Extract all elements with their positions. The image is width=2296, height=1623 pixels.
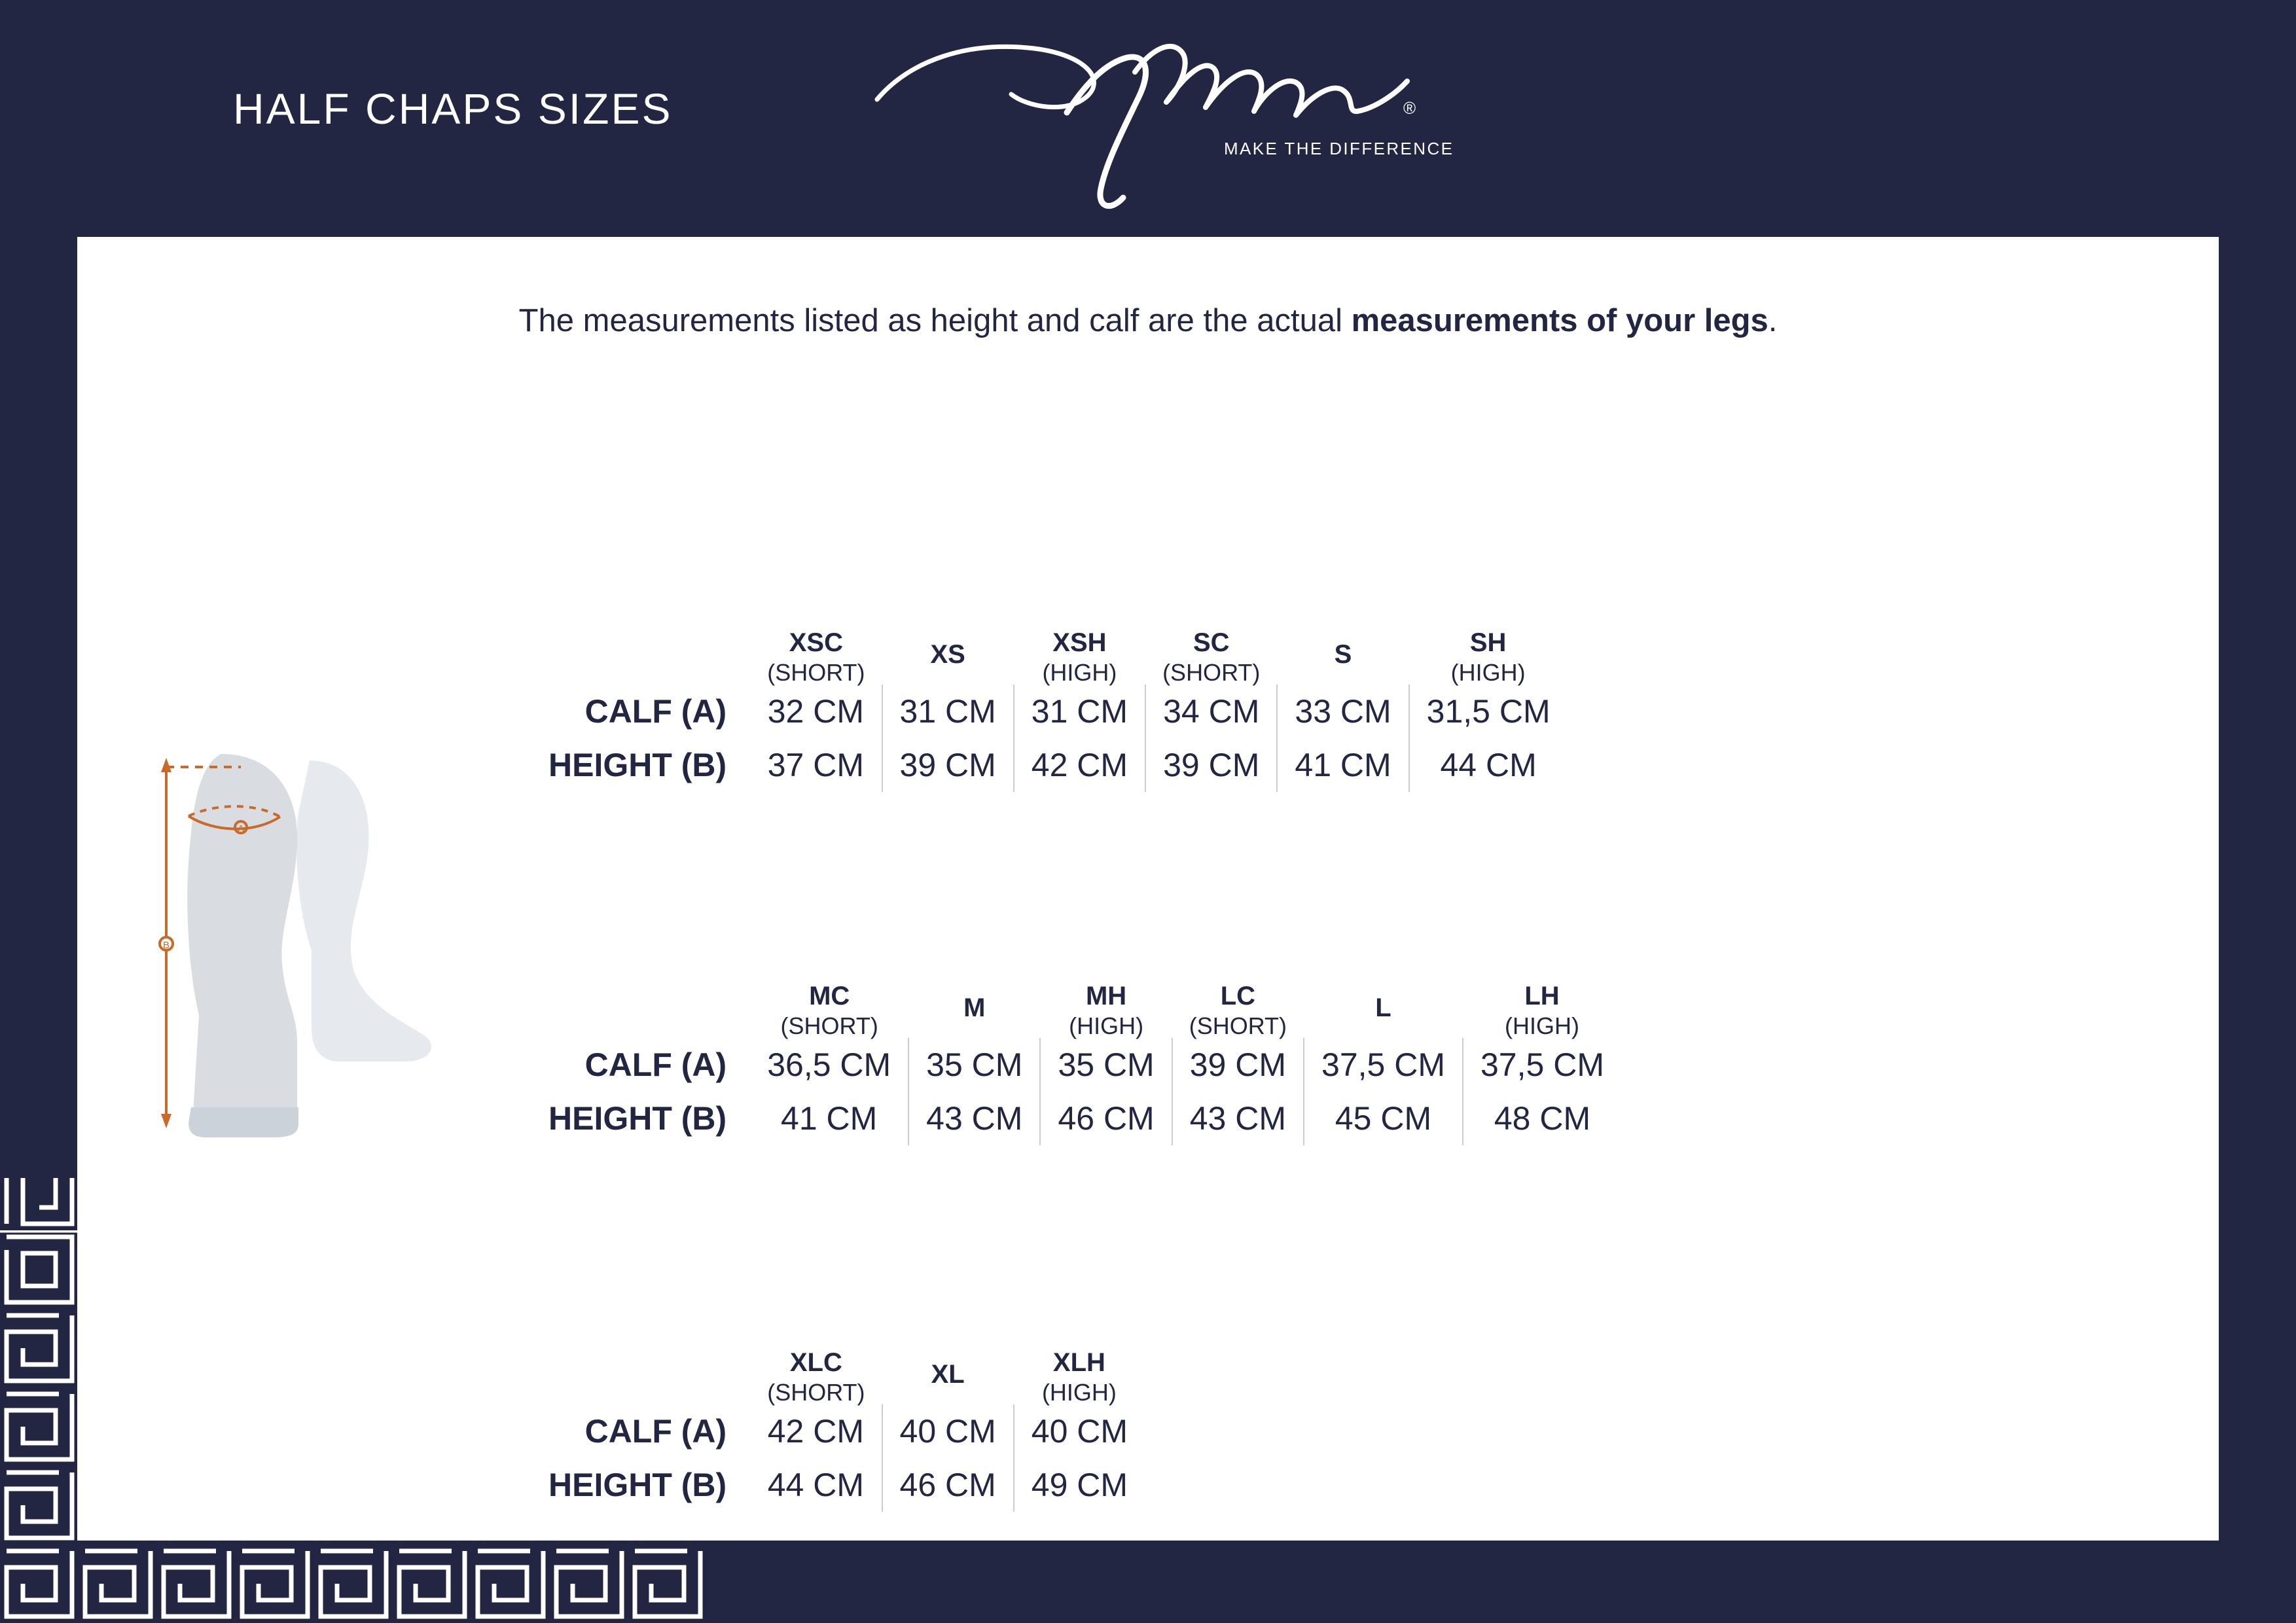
table-header-row <box>548 630 1568 685</box>
size-sub: (HIGH) <box>1069 1012 1144 1039</box>
row-label-calf: CALF (A) <box>584 1046 727 1083</box>
calf-label-a: A <box>237 823 245 834</box>
table-row-calf <box>548 685 1568 738</box>
header-spacer <box>548 983 750 1038</box>
size-sub: (HIGH) <box>1504 1012 1579 1039</box>
size-header-xsh <box>1014 630 1145 685</box>
size-sub: (SHORT) <box>767 659 865 686</box>
row-label-height: HEIGHT (B) <box>548 747 727 783</box>
page-header <box>0 0 2296 230</box>
height-value: 44 CM <box>767 1467 864 1503</box>
row-label-calf: CALF (A) <box>584 1413 727 1450</box>
header-spacer <box>548 1349 750 1404</box>
size-code: XL <box>931 1360 965 1389</box>
height-value: 46 CM <box>882 1458 1014 1512</box>
height-value: 48 CM <box>1463 1092 1621 1145</box>
size-header-xs <box>882 630 1014 685</box>
size-header-mh <box>1040 983 1172 1038</box>
table-row-height <box>548 1458 1145 1512</box>
height-value: 41 CM <box>1277 738 1408 792</box>
table-header-row <box>548 983 1621 1038</box>
page-title: HALF CHAPS SIZES <box>233 84 673 133</box>
table-row-calf <box>548 1404 1145 1458</box>
size-header-xl <box>882 1349 1014 1404</box>
calf-value: 37,5 CM <box>1304 1038 1463 1092</box>
size-code: L <box>1375 993 1391 1022</box>
height-value: 49 CM <box>1014 1458 1145 1512</box>
size-header-m <box>908 983 1040 1038</box>
table-row-height <box>548 1092 1621 1145</box>
size-header-lh <box>1463 983 1621 1038</box>
size-code: LH <box>1524 982 1560 1010</box>
size-header-xlc <box>750 1349 882 1404</box>
brand-logo <box>870 34 1460 211</box>
intro-suffix: . <box>1768 303 1778 338</box>
size-code: XLH <box>1052 1348 1105 1377</box>
height-value: 41 CM <box>781 1100 878 1137</box>
size-sub: (SHORT) <box>1189 1012 1287 1039</box>
size-table-2 <box>548 983 1621 1145</box>
table-row-height <box>548 738 1568 792</box>
intro-prefix: The measurements listed as height and calf are the actual <box>518 303 1352 338</box>
height-value: 42 CM <box>1014 738 1145 792</box>
size-table-group-1 <box>548 630 1568 792</box>
calf-value: 33 CM <box>1277 685 1408 738</box>
calf-value: 39 CM <box>1172 1038 1304 1092</box>
size-code: SH <box>1469 628 1507 657</box>
size-sub: (SHORT) <box>767 1379 865 1406</box>
size-code: S <box>1334 640 1352 669</box>
table-header-row <box>548 1349 1145 1404</box>
calf-value: 34 CM <box>1145 685 1277 738</box>
size-header-xsc <box>750 630 882 685</box>
calf-value: 36,5 CM <box>767 1046 891 1083</box>
calf-value: 40 CM <box>1014 1404 1145 1458</box>
content-card <box>77 237 2219 1541</box>
size-code: XSH <box>1052 628 1107 657</box>
size-sub: (HIGH) <box>1042 659 1117 686</box>
size-sub: (HIGH) <box>1450 659 1526 686</box>
height-value: 43 CM <box>1172 1092 1304 1145</box>
calf-value: 42 CM <box>767 1413 864 1450</box>
size-sub: (SHORT) <box>780 1012 878 1039</box>
calf-value: 35 CM <box>1040 1038 1172 1092</box>
size-code: MC <box>809 982 850 1010</box>
brand-tagline: MAKE THE DIFFERENCE <box>1224 139 1454 158</box>
size-code: XLC <box>789 1348 842 1377</box>
height-value: 37 CM <box>767 747 864 783</box>
height-value: 43 CM <box>908 1092 1040 1145</box>
size-code: SC <box>1193 628 1230 657</box>
intro-text <box>77 302 2219 339</box>
size-sub: (SHORT) <box>1162 659 1261 686</box>
calf-value: 35 CM <box>908 1038 1040 1092</box>
height-value: 44 CM <box>1409 738 1568 792</box>
height-value: 45 CM <box>1304 1092 1463 1145</box>
size-header-mc <box>750 983 908 1038</box>
leg-measurement-illustration <box>143 754 562 1212</box>
height-value: 39 CM <box>1145 738 1277 792</box>
size-table-group-2 <box>548 983 1621 1145</box>
table-row-calf <box>548 1038 1621 1092</box>
registered-trademark-icon: ® <box>1403 98 1416 118</box>
height-value: 39 CM <box>882 738 1014 792</box>
size-code: M <box>963 993 986 1022</box>
size-code: XS <box>930 640 965 669</box>
size-code: XSC <box>789 628 843 657</box>
calf-value: 32 CM <box>767 693 864 730</box>
height-label-b: B <box>162 940 170 951</box>
row-label-calf: CALF (A) <box>584 693 727 730</box>
calf-value: 37,5 CM <box>1463 1038 1621 1092</box>
calf-value: 31 CM <box>882 685 1014 738</box>
size-header-l <box>1304 983 1463 1038</box>
size-code: LC <box>1220 982 1256 1010</box>
size-header-sc <box>1145 630 1277 685</box>
height-value: 46 CM <box>1040 1092 1172 1145</box>
size-table-3 <box>548 1349 1145 1512</box>
header-spacer <box>548 630 750 685</box>
calf-value: 40 CM <box>882 1404 1014 1458</box>
size-header-xlh <box>1014 1349 1145 1404</box>
size-table-group-3 <box>548 1349 1145 1512</box>
size-header-lc <box>1172 983 1304 1038</box>
size-header-s <box>1277 630 1408 685</box>
calf-value: 31,5 CM <box>1409 685 1568 738</box>
size-header-sh <box>1409 630 1568 685</box>
intro-bold: measurements of your legs <box>1351 303 1768 338</box>
calf-value: 31 CM <box>1014 685 1145 738</box>
size-sub: (HIGH) <box>1041 1379 1117 1406</box>
size-table-1 <box>548 630 1568 792</box>
size-code: MH <box>1085 982 1127 1010</box>
row-label-height: HEIGHT (B) <box>548 1467 727 1503</box>
row-label-height: HEIGHT (B) <box>548 1100 727 1137</box>
